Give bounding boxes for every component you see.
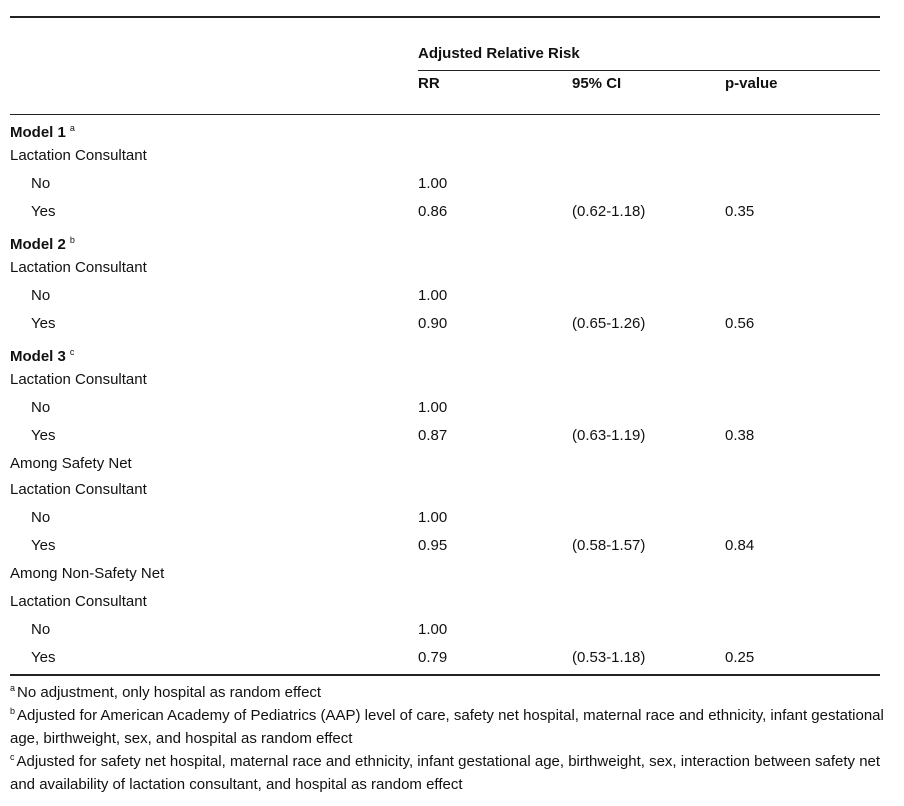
group-header-rule <box>418 70 880 71</box>
cell-ci: (0.62-1.18) <box>572 203 646 220</box>
cell-ci: (0.63-1.19) <box>572 427 646 444</box>
row-label: No <box>31 399 51 416</box>
footnote-a: $^a$ No adjustment, only hospital as random effect <box>10 683 322 701</box>
row-label: No <box>31 621 51 638</box>
cell-p: 0.25 <box>725 649 755 666</box>
cell-rr: 0.90 <box>418 315 448 332</box>
row-label: Lactation Consultant <box>10 371 147 388</box>
row-label: Yes <box>31 203 56 220</box>
row-label: No <box>31 287 51 304</box>
cell-rr: 0.86 <box>418 203 448 220</box>
cell-rr: 0.87 <box>418 427 448 444</box>
cell-rr: 1.00 <box>418 621 448 638</box>
model-1-title: Model 1 $^a$ <box>10 123 75 141</box>
row-label: Yes <box>31 315 56 332</box>
cell-rr: 1.00 <box>418 509 448 526</box>
header-bottom-rule <box>10 114 880 115</box>
col-header-p: p-value <box>725 75 778 92</box>
cell-ci: (0.65-1.26) <box>572 315 646 332</box>
row-label: Yes <box>31 427 56 444</box>
row-label: No <box>31 509 51 526</box>
group-header: Adjusted Relative Risk <box>418 45 580 62</box>
cell-p: 0.56 <box>725 315 755 332</box>
col-header-ci: 95% CI <box>572 75 622 92</box>
cell-ci: (0.53-1.18) <box>572 649 646 666</box>
footnote-b: $^b$ Adjusted for American Academy of Pediatrics (AAP) level of care, safety net hospital, maternal race and ethnicity, infant gestational age, birthweight, sex, and hospital as random effect <box>10 706 884 747</box>
cell-rr: 1.00 <box>418 175 448 192</box>
row-label: Lactation Consultant <box>10 593 147 610</box>
cell-rr: 1.00 <box>418 399 448 416</box>
col-header-rr: RR <box>418 75 440 92</box>
footnote-c: $^c$ Adjusted for safety net hospital, maternal race and ethnicity, infant gestational age, birthweight, sex, interaction between safety net and availability of lactation consultant, and hospital as random effect <box>10 752 881 793</box>
row-label: No <box>31 175 51 192</box>
row-label: Lactation Consultant <box>10 481 147 498</box>
cell-rr: 1.00 <box>418 287 448 304</box>
cell-ci: (0.58-1.57) <box>572 537 646 554</box>
cell-p: 0.84 <box>725 537 755 554</box>
row-label: Lactation Consultant <box>10 147 147 164</box>
subgroup-title: Among Safety Net <box>10 455 132 472</box>
subgroup-title: Among Non-Safety Net <box>10 565 165 582</box>
row-label: Lactation Consultant <box>10 259 147 276</box>
model-2-title: Model 2 $^b$ <box>10 235 75 253</box>
row-label: Yes <box>31 649 56 666</box>
cell-p: 0.38 <box>725 427 755 444</box>
row-label: Yes <box>31 537 56 554</box>
cell-rr: 0.79 <box>418 649 448 666</box>
cell-p: 0.35 <box>725 203 755 220</box>
cell-rr: 0.95 <box>418 537 448 554</box>
model-3-title: Model 3 $^c$ <box>10 347 75 365</box>
table-top-rule <box>10 16 880 18</box>
table-bottom-rule <box>10 674 880 676</box>
